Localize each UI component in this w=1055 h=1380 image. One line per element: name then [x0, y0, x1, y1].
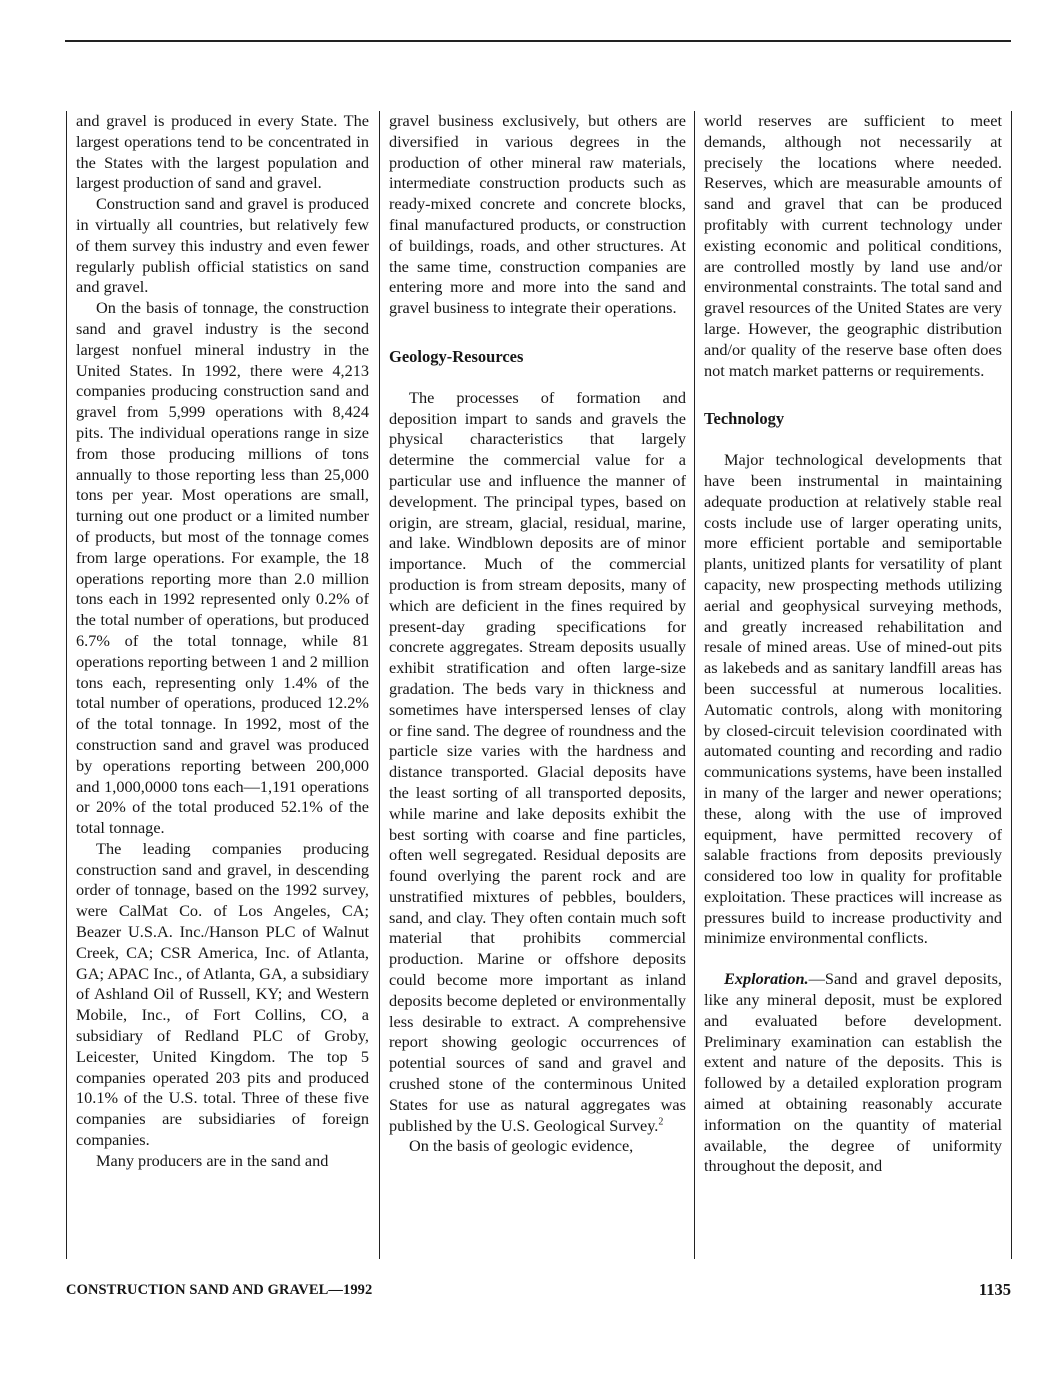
running-footer-title: CONSTRUCTION SAND AND GRAVEL—1992 — [66, 1282, 373, 1298]
section-heading-technology: Technology — [704, 409, 785, 429]
text-column-1 — [76, 111, 369, 1259]
paragraph — [389, 388, 686, 1137]
runin-heading-exploration: Exploration. — [724, 969, 809, 989]
paragraph-text: The processes of formation and deposition impart to sands and gravels the physical characteristics that largely determine the commercial value for a particular use and influence the manner of development. The principal types, based on origin, are stream, glacial, residual, marine, and lake. Windblown deposits are of minor importance. Much of the commercial production is from stream deposits, many of which are deficient in the fines required by present-day grading specifications for concrete aggregates. Stream deposits usually exhibit stratification and often large-size gradation. The beds vary in thickness and sometimes have interspersed lenses of clay or fine sand. The degree of roundness and the particle size varies with the hardness and distance transported. Glacial deposits have the least sorting of all transported deposits, while marine and lake deposits exhibit the best sorting with coarse and fine particles, often well segregated. Residual deposits are found overlying the parent rock and are unstratified mixtures of pebbles, boulders, sand, and clay. They often contain much soft material that prohibits commercial production. Marine or offshore deposits could become more important as inland deposits become depleted or environmentally less desirable to extract. A comprehensive report showing geologic occurrences of potential sources of sand and gravel and crushed stone of the conterminous United States for use as natural aggregates was published by the U.S. Geological Survey. — [389, 387, 686, 1135]
column-divider — [379, 111, 380, 1259]
column-divider — [1011, 111, 1012, 1259]
paragraph-text: —Sand and gravel deposits, like any mineral deposit, must be explored and evaluated before development. Preliminary examination can establish the extent and nature of the deposits. This is followed by a detailed exploration program aimed at obtaining reasonably accurate information on the quantity of material available, the degree of uniformity throughout the deposit, and — [704, 969, 1002, 1176]
paragraph — [704, 969, 1002, 1177]
section-heading-geology-resources: Geology-Resources — [389, 346, 524, 366]
paragraph: The leading companies producing construction sand and gravel, in descending order of tonnage, based on the 1992 survey, were CalMat Co. of Los Angeles, CA; Beazer U.S.A. Inc./Hanson PLC of Walnut Creek, CA; CSR America, Inc. of Atlanta, GA; APAC Inc., of Atlanta, GA, a subsidiary of Ashland Oil of Russell, KY; and Western Mobile, Inc., of Fort Collins, CO, a subsidiary of Redland PLC of Groby, Leicester, United Kingdom. The top 5 companies operated 203 pits and produced 10.1% of the U.S. total. Three of these five companies are subsidiaries of foreign companies. — [76, 838, 369, 1150]
paragraph: and gravel is produced in every State. The largest operations tend to be concentrated in the States with the largest population and largest production of sand and gravel. — [76, 111, 369, 193]
paragraph: On the basis of tonnage, the construction sand and gravel industry is the second largest nonfuel mineral industry in the United States. In 1992, there were 4,213 companies producing construction sand and gravel from 5,999 operations with 8,424 pits. The individual operations range in size from those producing millions of tons annually to those reporting less than 25,000 tons per year. Most operations are small, turning out one product or a limited number of products, but most of the tonnage comes from large operations. For example, the 18 operations reporting more than 2.0 million tons each in 1992 represented only 0.2% of the total number of operations, but produced 6.7% of the total tonnage, while 81 operations reporting between 1 and 2 million tons each, representing only 1.4% of the total number of operations, produced 12.2% of the total tonnage. In 1992, most of the construction sand and gravel was produced by operations reporting between 200,000 and 1,000,0000 tons each—1,191 operations or 20% of the total produced 52.1% of the total tonnage. — [76, 298, 369, 838]
column-divider — [694, 111, 695, 1259]
text-column-3 — [704, 111, 1002, 1259]
paragraph: gravel business exclusively, but others are diversified in various degrees in the production of other mineral raw materials, intermediate construction products such as ready-mixed concrete and concrete blocks, final manufactured products, or construction of buildings, roads, and other structures. At the same time, construction companies are entering more and more into the sand and gravel business to integrate their operations. — [389, 111, 686, 318]
column-divider — [66, 111, 67, 1259]
paragraph: world reserves are sufficient to meet demands, although not necessarily at precisely the locations where needed. Reserves, which are measurable amounts of sand and gravel that can be produced profitably with current technology under existing economic and political conditions, are controlled mostly by land use and/or environmental constraints. The total sand and gravel resources of the United States are very large. However, the geographic distribution and/or quality of the reserve base often does not match market patterns or requirements. — [704, 111, 1002, 380]
page-number: 1135 — [978, 1280, 1011, 1299]
paragraph: Construction sand and gravel is produced in virtually all countries, but relatively few of them survey this industry and even fewer regularly publish official statistics on sand and gravel. — [76, 194, 369, 297]
paragraph: On the basis of geologic evidence, — [409, 1136, 634, 1156]
text-column-2 — [389, 111, 686, 1259]
header-rule — [65, 40, 1011, 42]
footnote-marker: 2 — [658, 1116, 664, 1128]
paragraph-gap — [704, 949, 1002, 969]
paragraph: Many producers are in the sand and — [96, 1150, 329, 1170]
paragraph: Major technological developments that have been instrumental in maintaining adequate production at relatively stable real costs include use of larger operating units, more efficient portable and semiportable plants, unitized plants for versatility of plant capacity, new prospecting methods utilizing aerial and geophysical surveying methods, and greatly increased rehabilitation and resale of mined areas. Use of mined-out pits as lakebeds and as sanitary landfill areas has been successful at numerous localities. Automatic controls, along with monitoring by closed-circuit television coordinated with automated counting and recording and radio communications systems, have been installed in many of the larger and newer operations; these, along with the use of improved equipment, have permitted recovery of salable fractions from deposits previously considered too low in quality for profitable exploitation. These practices will increase as pressures build to increase productivity and minimize environmental conflicts. — [704, 450, 1002, 948]
